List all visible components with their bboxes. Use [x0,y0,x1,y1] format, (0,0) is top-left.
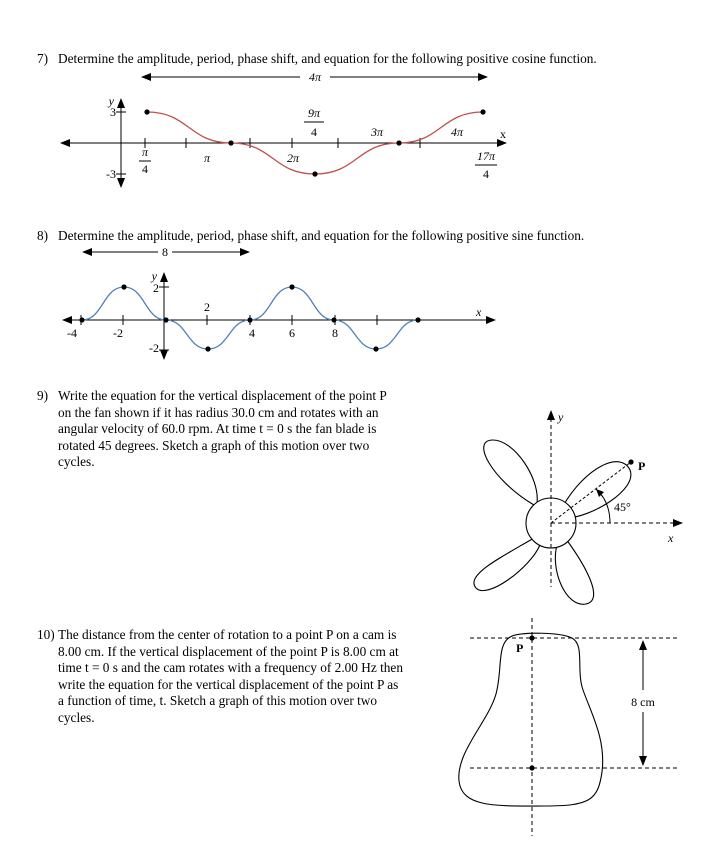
tick-label: 2 [204,300,210,314]
point-p [529,635,534,640]
point-p-label: P [638,459,646,473]
text-line: cycles. [58,709,95,725]
y-tick-top: 3 [110,105,116,119]
text-line: 8.00 cm. If the vertical displacement of the point P is 8.00 cm at [58,643,399,659]
tick-pi-over-4-num: π [141,145,149,159]
tick-17pi-over-4-den: 4 [483,167,489,181]
text-line: angular velocity of 60.0 rpm. At time t = 0 s the fan blade is [58,421,377,436]
tick-label: 6 [289,326,295,340]
question-text: Determine the amplitude, period, phase shift, and equation for the following positive cosine function. [58,51,597,66]
x-axis-label: x [476,305,482,319]
y-axis-label: y [151,269,157,283]
y-tick-bottom: -2 [149,341,159,355]
question-number: 8) [37,228,49,243]
tick-9pi-over-4-num: 9π [307,106,321,120]
text-line: write the equation for the vertical displacement of the point P as [58,676,399,692]
text-line: on the fan shown if it has radius 30.0 cm and rotates with an [58,404,379,420]
x-axis-label: x [500,127,506,141]
question-number: 10) [37,627,55,642]
text-line: a function of time, t. Sketch a graph of this motion over two [58,693,378,708]
period-label: 4π [308,70,322,84]
x-axis-label: x [668,531,674,545]
angle-label: 45° [614,500,631,514]
tick-label: 4 [249,326,255,340]
y-tick-bottom: -3 [106,167,116,181]
tick-label: -2 [113,326,123,340]
point-p-label: P [516,641,524,655]
question-text: Determine the amplitude, period, phase shift, and equation for the following positive sine function. [58,228,585,243]
dimension-label: 8 cm [631,695,655,709]
tick-9pi-over-4-den: 4 [311,125,317,139]
y-axis-label: y [558,410,564,424]
tick-3pi: 3π [370,125,384,139]
tick-pi-over-4-den: 4 [142,162,148,176]
tick-2pi: 2π [286,151,300,165]
text-line: time t = 0 s and the cam rotates with a frequency of 2.00 Hz then [58,660,403,675]
text-line: The distance from the center of rotation to a point P on a cam is [58,627,397,642]
period-label: 8 [162,245,168,259]
center-point [529,765,534,770]
tick-label: 8 [332,326,338,340]
tick-17pi-over-4-num: 17π [476,149,496,163]
tick-pi: π [203,151,211,165]
tick-label: -4 [67,326,77,340]
y-tick-top: 2 [153,281,159,295]
y-axis-label: y [108,94,114,108]
tick-4pi: 4π [450,125,464,139]
question-number: 9) [37,388,49,403]
question-number: 7) [37,51,49,66]
text-line: cycles. [58,454,95,469]
text-line: Write the equation for the vertical displacement of the point P [58,388,387,403]
cam-outline [459,633,603,806]
text-line: rotated 45 degrees. Sketch a graph of this motion over two [58,437,370,453]
